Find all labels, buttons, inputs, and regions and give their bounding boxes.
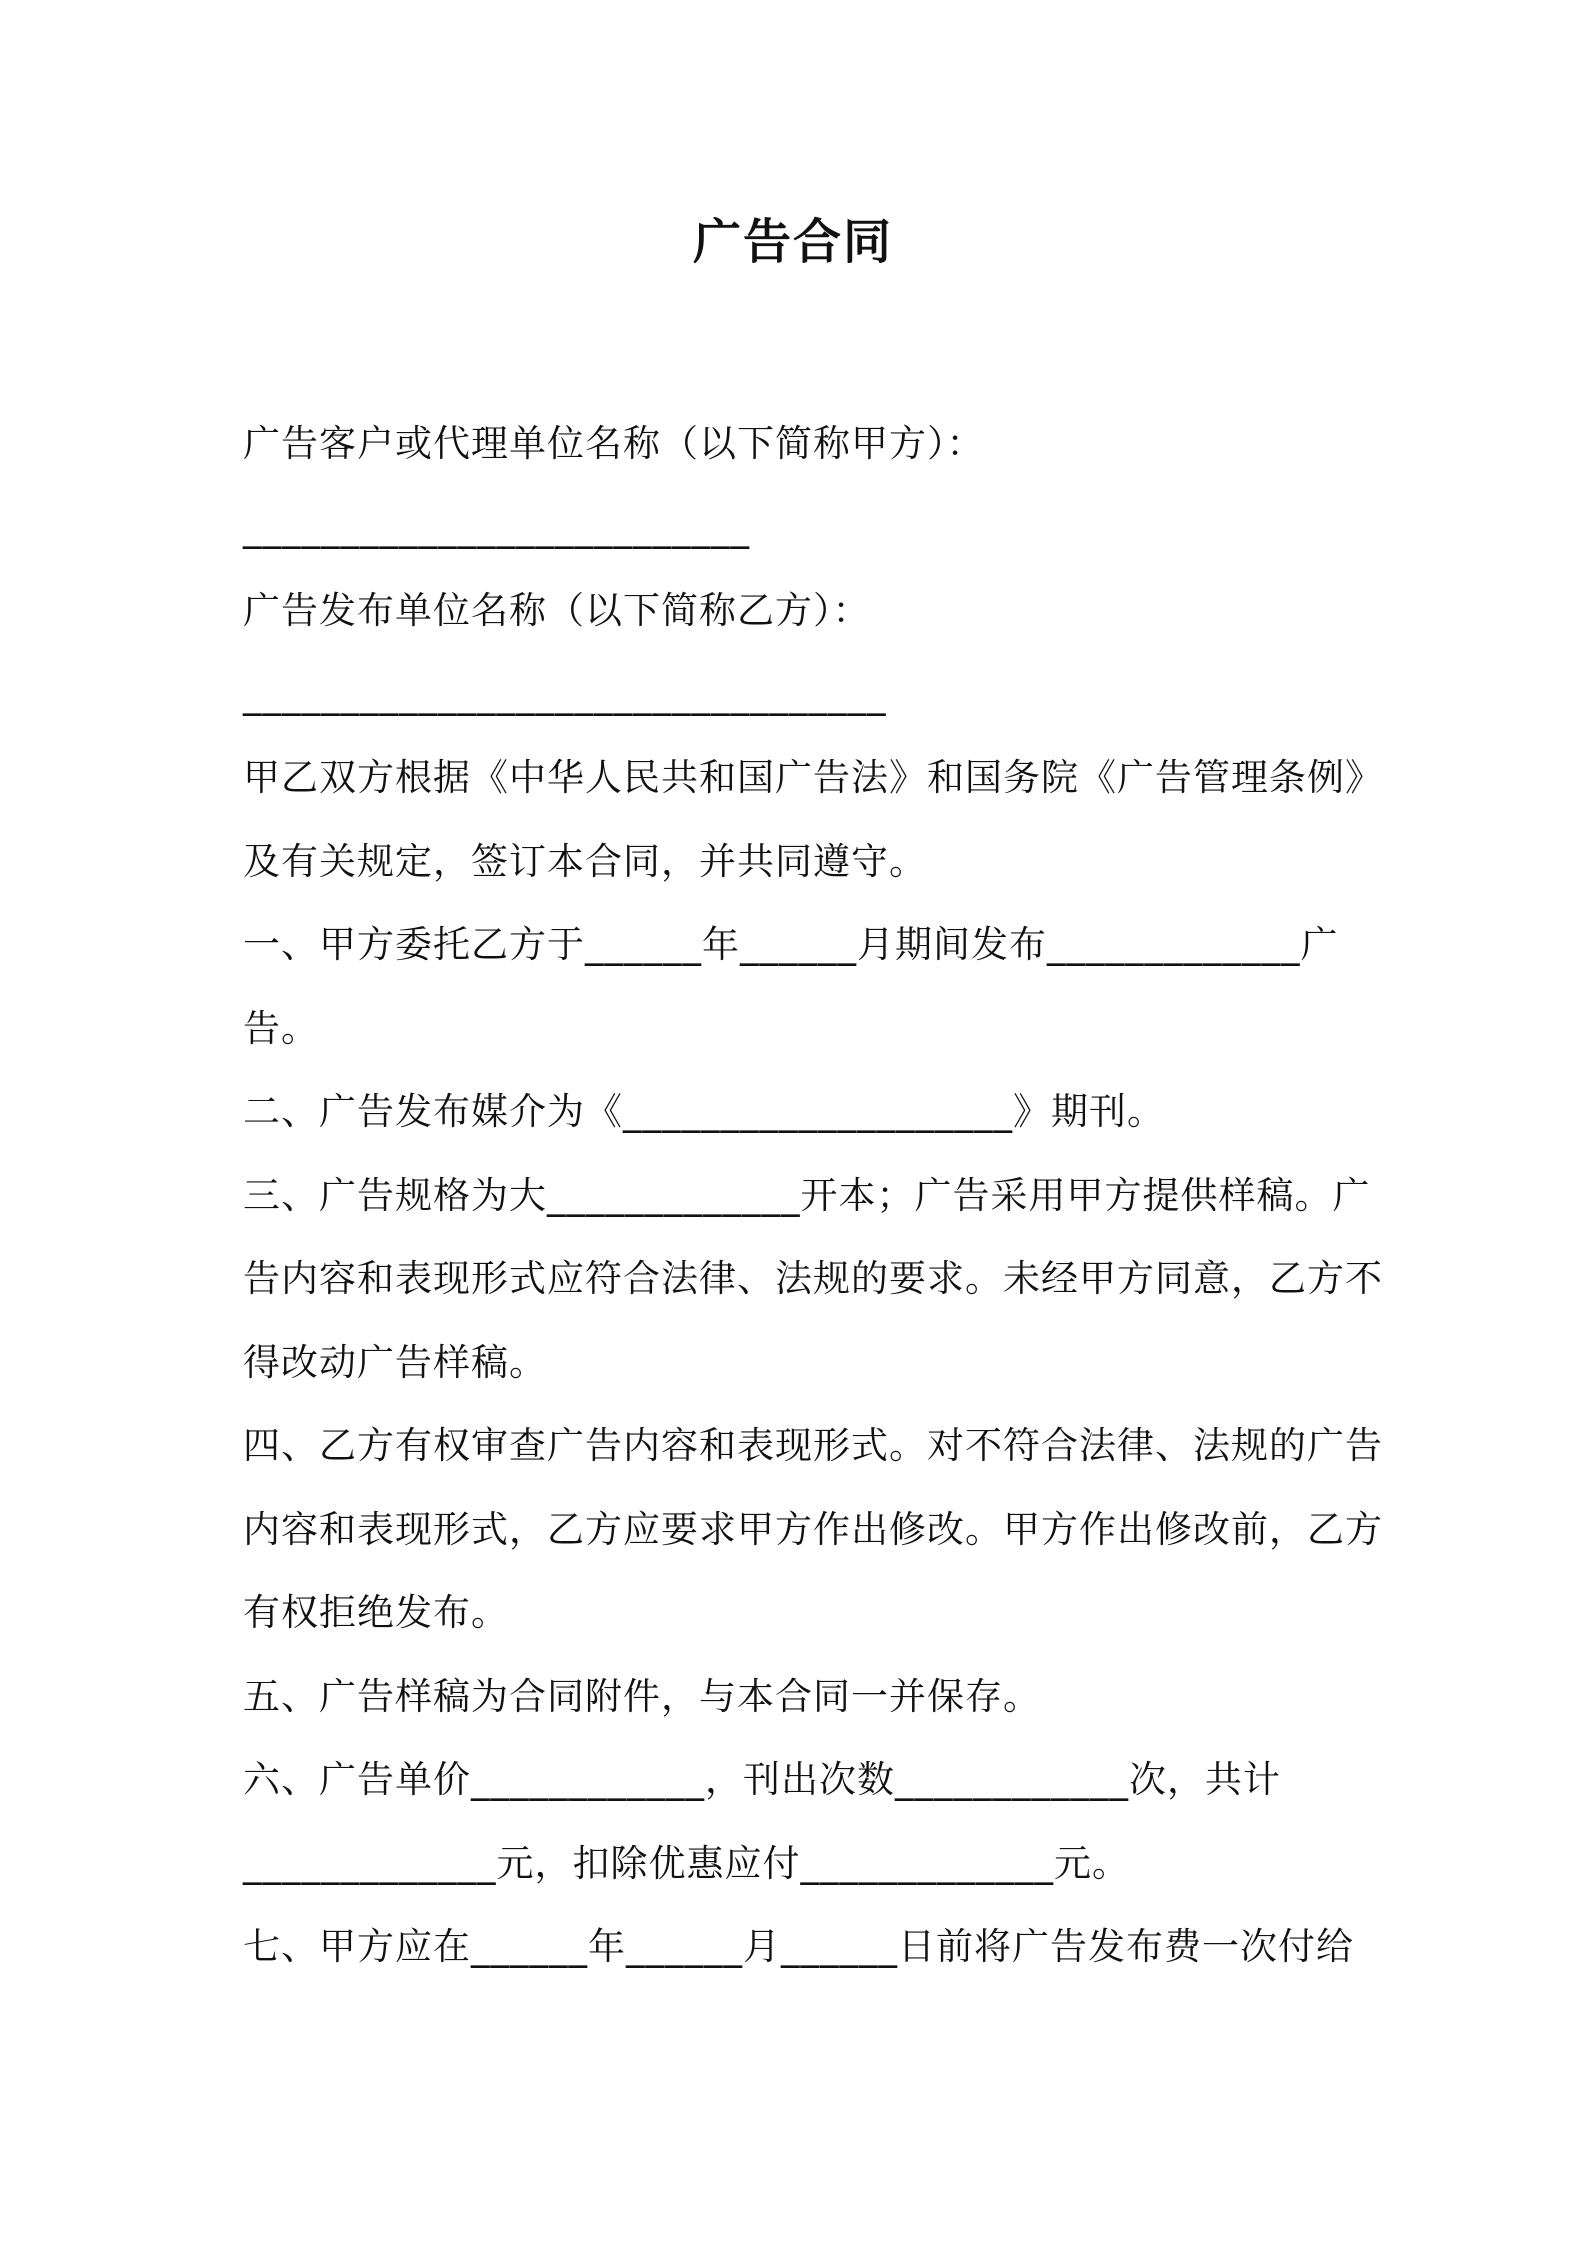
clause-4-line-3: 有权拒绝发布。 bbox=[243, 1591, 509, 1634]
clause-4-line-1: 四、乙方有权审查广告内容和表现形式。对不符合法律、法规的广告 bbox=[243, 1424, 1383, 1467]
party-a-blank: __________________________ bbox=[243, 505, 750, 549]
clause-3-line-1: 三、广告规格为大_____________开本；广告采用甲方提供样稿。广 bbox=[243, 1173, 1371, 1217]
clause-3-line-3: 得改动广告样稿。 bbox=[243, 1340, 547, 1384]
clause-1-line-2: 告。 bbox=[243, 1006, 319, 1050]
party-a-label: 广告客户或代理单位名称（以下简称甲方）： bbox=[243, 422, 985, 465]
clause-2: 二、广告发布媒介为《____________________》期刊。 bbox=[243, 1090, 1165, 1133]
clause-6-line-2: _____________元，扣除优惠应付_____________元。 bbox=[243, 1841, 1130, 1885]
clause-6-line-1: 六、广告单价____________，刊出次数____________次，共计 bbox=[243, 1758, 1281, 1801]
document-title: 广告合同 bbox=[692, 214, 893, 270]
party-b-blank: _________________________________ bbox=[243, 672, 887, 716]
clause-7-line-1: 七、甲方应在______年______月______日前将广告发布费一次付给 bbox=[243, 1925, 1354, 1968]
preamble-line-1: 甲乙双方根据《中华人民共和国广告法》和国务院《广告管理条例》 bbox=[243, 756, 1383, 799]
clause-4-line-2: 内容和表现形式，乙方应要求甲方作出修改。甲方作出修改前，乙方 bbox=[243, 1507, 1383, 1551]
clause-5: 五、广告样稿为合同附件，与本合同一并保存。 bbox=[243, 1674, 1041, 1718]
document-body bbox=[243, 402, 1383, 1989]
preamble-line-2: 及有关规定，签订本合同，并共同遵守。 bbox=[243, 839, 927, 883]
party-b-label: 广告发布单位名称（以下简称乙方）： bbox=[243, 589, 871, 632]
clause-1-line-1: 一、甲方委托乙方于______年______月期间发布_____________广 bbox=[243, 923, 1339, 966]
clause-3-line-2: 告内容和表现形式应符合法律、法规的要求。未经甲方同意，乙方不 bbox=[243, 1257, 1383, 1300]
